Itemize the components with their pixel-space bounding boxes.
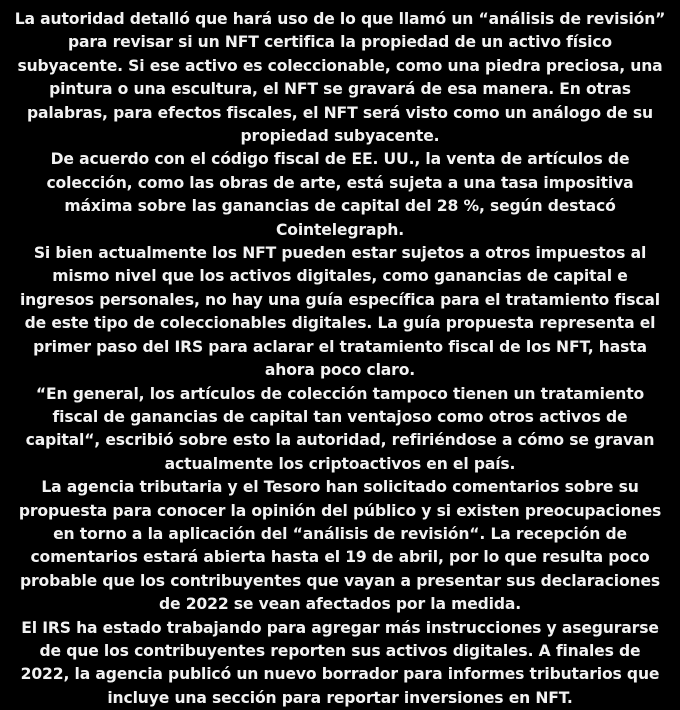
article-body xyxy=(14,8,666,710)
paragraph-revision-analysis: La autoridad detalló que hará uso de lo que llamó un “análisis de revisión” para revisar si un NFT certifica la propiedad de un activo físico subyacente. Si ese activo es coleccionable, como una piedra preciosa, una pintura o una escultura, el NFT se gravará de esa manera. En otras palabras, para efectos fiscales, el NFT será visto como un análogo de su propiedad subyacente. xyxy=(14,10,666,146)
paragraph-irs-instructions: El IRS ha estado trabajando para agregar más instrucciones y asegurarse de que los contribuyentes reporten sus activos digitales. A finales de 2022, la agencia publicó un nuevo borrador para informes tributarios que incluye una sección para reportar inversiones en NFT. xyxy=(20,618,660,707)
paragraph-digital-assets-guidance: Si bien actualmente los NFT pueden estar sujetos a otros impuestos al mismo nivel que los activos digitales, como ganancias de capital e ingresos personales, no hay una guía específica para el tratamiento fiscal de este tipo de coleccionables digitales. La guía propuesta representa el primer paso del IRS para aclarar el tratamiento fiscal de los NFT, hasta ahora poco claro. xyxy=(19,244,660,380)
paragraph-public-comments: La agencia tributaria y el Tesoro han solicitado comentarios sobre su propuesta para conocer la opinión del público y si existen preocupaciones en torno a la aplicación del “análisis de revisión“. La recepción de comentarios estará abierta hasta el 19 de abril, por lo que resulta poco probable que los contribuyentes que vayan a presentar sus declaraciones de 2022 se vean afectados por la medida. xyxy=(18,478,662,614)
paragraph-us-tax-code: De acuerdo con el código fiscal de EE. UU., la venta de artículos de colección, como las obras de arte, está sujeta a una tasa impositiva máxima sobre las ganancias de capital del 28 %, según destacó Cointelegraph. xyxy=(46,150,634,239)
paragraph-authority-quote: “En general, los artículos de colección tampoco tienen un tratamiento fiscal de ganancias de capital tan ventajoso como otros activos de capital“, escribió sobre esto la autoridad, refiriéndose a cómo se gravan actualmente los criptoactivos en el país. xyxy=(25,384,655,473)
